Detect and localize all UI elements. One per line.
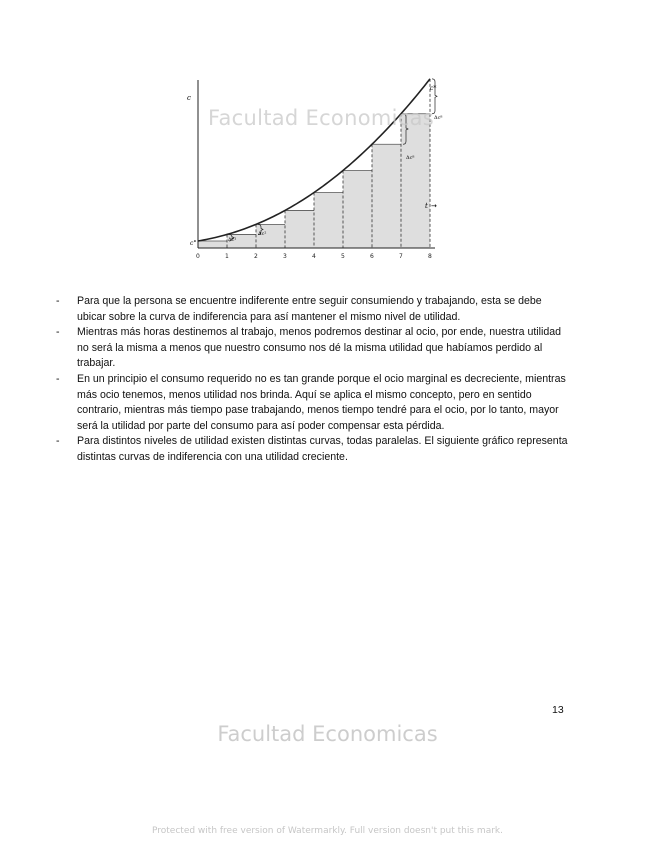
bullet-item xyxy=(56,325,571,372)
consumption-time-figure xyxy=(180,78,445,288)
delta-label-8: Δc⁸ xyxy=(434,115,443,121)
step-bar xyxy=(401,114,430,248)
tick-label: 3 xyxy=(283,253,287,260)
step-bar xyxy=(314,193,343,248)
bullet-text: En un principio el consumo requerido no es tan grande porque el ocio marginal es decreciente, mientras más ocio tenemos, menos utilidad nos brinda. Aquí se aplica el mismo concepto, pero en sentido contrario, mientras más tiempo pase trabajando, menos tiempo tendré para el ocio, por lo tanto, mayor será la utilidad por parte del consumo para así poder compensar esta pérdida. xyxy=(77,372,566,432)
bullet-text: Para que la persona se encuentre indiferente entre seguir consumiendo y trabajando, esta se debe ubicar sobre la curva de indiferencia para así mantener el mismo nivel de utilidad. xyxy=(77,295,542,323)
bullet-text: Mientras más horas destinemos al trabajo, menos podremos destinar al ocio, por ende, nuestra utilidad no será la misma a menos que nuestro consumo nos dé la misma utilidad que habíamos perdido al trabajar. xyxy=(77,326,562,370)
bullet-text: Para distintos niveles de utilidad existen distintas curvas, todas paralelas. El siguiente gráfico representa distintas curvas de indiferencia con una utilidad creciente. xyxy=(77,435,568,463)
tick-label: 1 xyxy=(225,253,229,260)
bullet-dash: - xyxy=(56,295,60,307)
x-axis-arrow: → xyxy=(431,202,437,210)
step-bar xyxy=(372,144,401,248)
bullet-item xyxy=(56,372,571,434)
bullet-list xyxy=(56,294,571,466)
step-bar xyxy=(285,210,314,248)
tick-labels xyxy=(196,253,432,260)
tick-label: 8 xyxy=(428,253,432,260)
delta-label-1: Δc¹ xyxy=(228,237,237,243)
tick-label: 6 xyxy=(370,253,374,260)
y-axis-label: c xyxy=(187,94,191,102)
bullet-dash: - xyxy=(56,326,60,339)
start-label: c° xyxy=(190,240,197,247)
bullet-item xyxy=(56,434,571,465)
bullet-dash: - xyxy=(56,372,60,385)
tick-label: 4 xyxy=(312,253,316,260)
tick-label: 2 xyxy=(254,253,258,260)
step-bar xyxy=(343,170,372,248)
bullet-dash: - xyxy=(56,435,60,448)
step-bar xyxy=(198,241,227,248)
delta-label-7: Δc⁸ xyxy=(406,155,415,161)
delta-label-2: Δc² xyxy=(258,231,267,237)
figure-watermark: Facultad Economicas xyxy=(208,106,434,130)
tick-label: 0 xyxy=(196,253,200,260)
tick-label: 5 xyxy=(341,253,345,260)
x-axis-label: t xyxy=(425,202,428,210)
bottom-watermark: Facultad Economicas xyxy=(217,722,438,746)
bullet-item xyxy=(56,294,571,325)
end-label: c* xyxy=(430,85,437,92)
page-number: 13 xyxy=(552,704,564,716)
tick-label: 7 xyxy=(399,253,403,260)
watermark-notice: Protected with free version of Watermarkly. Full version doesn't put this mark. xyxy=(152,826,503,836)
